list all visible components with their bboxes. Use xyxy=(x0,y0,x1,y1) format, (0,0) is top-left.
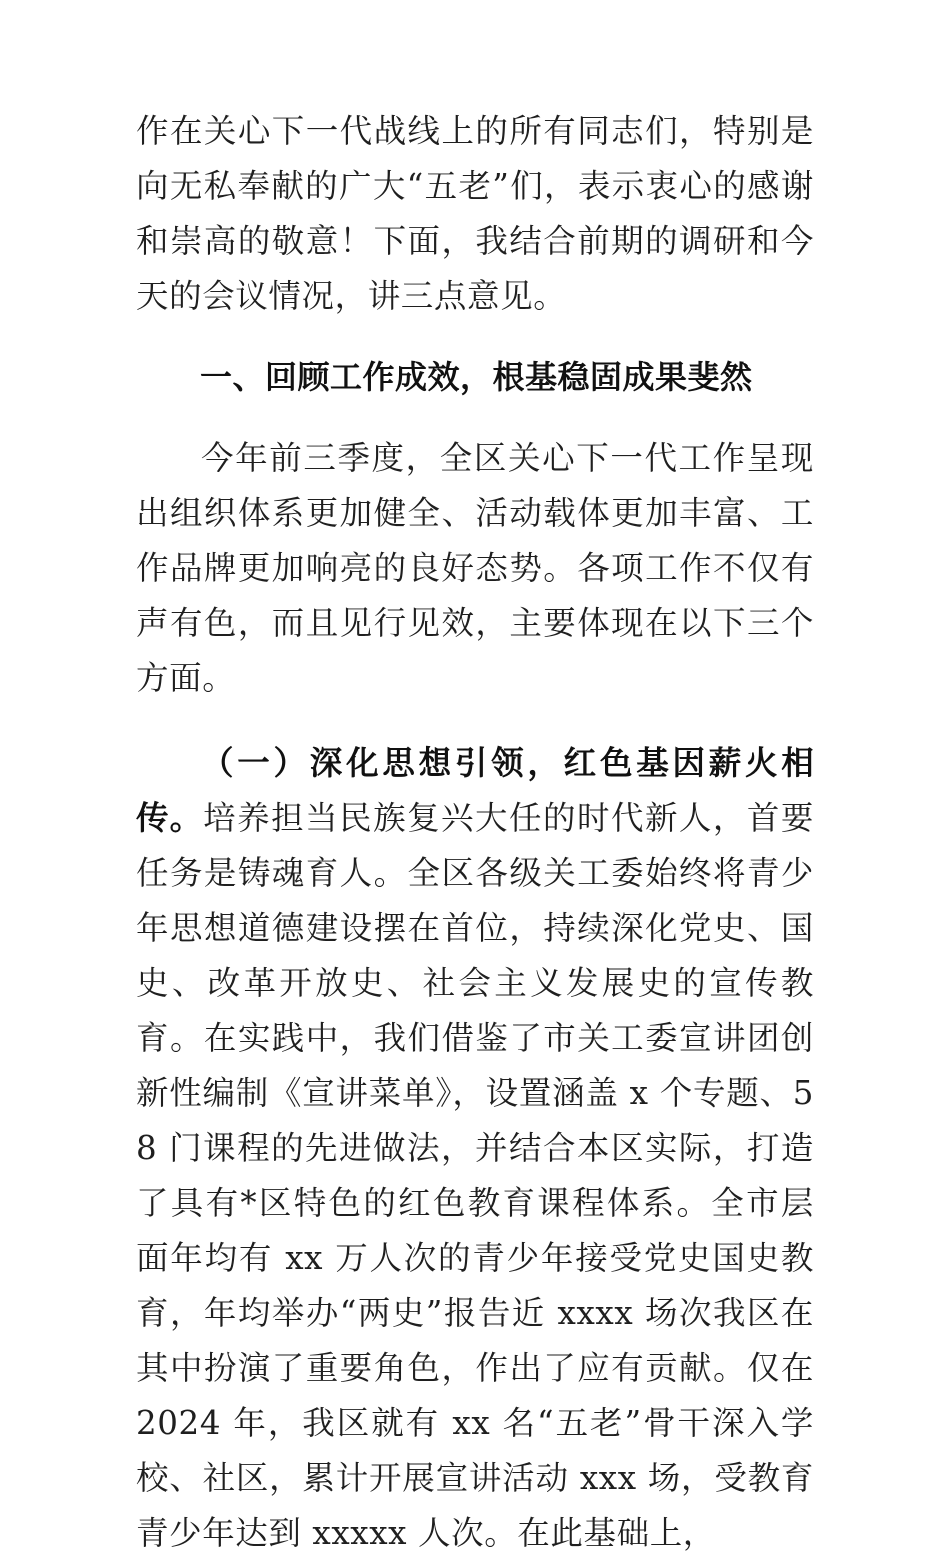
block-spacer xyxy=(136,324,814,350)
heading-section-one: 一、回顾工作成效，根基稳固成果斐然 xyxy=(200,359,753,395)
subsection-one-body-text: 培养担当民族复兴大任的时代新人，首要任务是铸魂育人。全区各级关工委始终将青少年思想道德建设摆在首位，持续深化党史、国史、改革开放史、社会主义发展史的宣传教育。在实践中，我们借鉴了市关工委宣讲团创新性编制《宣讲菜单》，设置涵盖 x 个专题、58 门课程的先进做法，并结合本区实际，打造了具有*区特色的红色教育课程体系。全市层面年均有 xx 万人次的青少年接受党史国史教育，年均举办“两史”报告近 xxxx 场次我区在其中扮演了重要角色，作出了应有贡献。仅在 2024 年，我区就有 xx 名“五老”骨干深入学校、社区，累计开展宣讲活动 xxx 场，受教育青少年达到 xxxxx 人次。在此基础上， xyxy=(136,799,814,1552)
block-spacer xyxy=(136,405,814,431)
document-text-column xyxy=(136,104,814,1561)
paragraph-intro-continued: 作在关心下一代战线上的所有同志们，特别是向无私奉献的广大“五老”们，表示衷心的感谢和崇高的敬意！下面，我结合前期的调研和今天的会议情况，讲三点意见。 xyxy=(136,112,814,315)
paragraph-section-one-intro: 今年前三季度，全区关心下一代工作呈现出组织体系更加健全、活动载体更加丰富、工作品牌更加响亮的良好态势。各项工作不仅有声有色，而且见行见效，主要体现在以下三个方面。 xyxy=(136,439,814,697)
subsection-one-lead-label: （一）深化思想引领，红色基因薪火相传。 xyxy=(136,745,814,836)
paragraph-subsection-one xyxy=(136,736,814,1561)
block-spacer xyxy=(136,706,814,736)
